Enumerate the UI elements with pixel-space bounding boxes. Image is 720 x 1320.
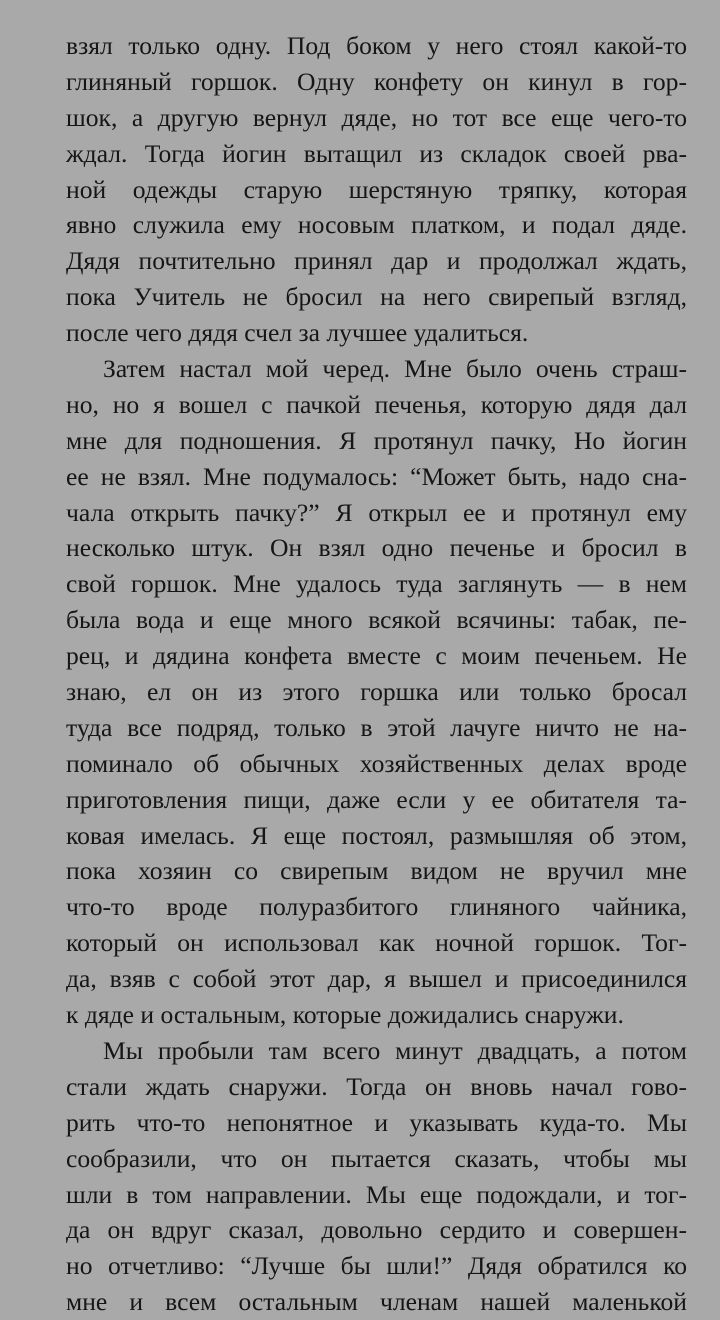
text-line: была вода и еще много всякой всячины: табак, пе- [66,605,687,635]
text-line: туда все подряд, только в этой лачуге ничто не на- [66,712,687,742]
paragraph-first-line: Затем настал мой черед. Мне было очень страш- [103,354,687,384]
paragraph-first-line: Мы пробыли там всего минут двадцать, а потом [103,1035,687,1065]
text-line: ее не взял. Мне подумалось: “Может быть, надо сна- [66,461,687,491]
book-text [66,28,687,1320]
text-line: рить что-то непонятное и указывать куда-то. Мы [66,1107,687,1137]
text-line: Дядя почтительно принял дар и продолжал ждать, [66,246,687,276]
text-line: который он использовал как ночной горшок. Тог- [66,928,687,958]
text-line: чала открыть пачку?” Я открыл ее и протянул ему [66,497,687,527]
text-line: ждал. Тогда йогин вытащил из складок своей рва- [66,138,687,168]
text-line: стали ждать снаружи. Тогда он вновь начал гово- [66,1071,687,1101]
text-line: мне и всем остальным членам нашей маленькой [66,1287,687,1317]
text-line: явно служила ему носовым платком, и подал дяде. [66,210,687,240]
text-line: но отчетливо: “Лучше бы шли!” Дядя обратился ко [66,1251,687,1281]
text-line: мне для подношения. Я протянул пачку, Но йогин [66,425,687,455]
text-line: пока Учитель не бросил на него свирепый взгляд, [66,282,687,312]
text-line: пока хозяин со свирепым видом не вручил мне [66,856,687,886]
text-line: сообразили, что он пытается сказать, чтобы мы [66,1143,687,1173]
text-line: несколько штук. Он взял одно печенье и бросил в [66,533,687,563]
text-line: рец, и дядина конфета вместе с моим печеньем. Не [66,641,687,671]
text-line: поминало об обычных хозяйственных делах вроде [66,748,687,778]
text-line: шок, а другую вернул дяде, но тот все еще чего-то [66,102,687,132]
paragraph-last-line: к дяде и остальным, которые дожидались снаружи. [66,1000,624,1030]
text-line: что-то вроде полуразбитого глиняного чайника, [66,892,687,922]
text-line: свой горшок. Мне удалось туда заглянуть — в нем [66,569,687,599]
text-line: приготовления пищи, даже если у ее обитателя та- [66,784,687,814]
text-line: но, но я вошел с пачкой печенья, которую дядя дал [66,389,687,419]
text-line: да, взяв с собой этот дар, я вышел и присоединился [66,964,687,994]
text-line: ной одежды старую шерстяную тряпку, которая [66,174,687,204]
text-line: ковая имелась. Я еще постоял, размышляя об этом, [66,820,687,850]
text-line: взял только одну. Под боком у него стоял какой-то [66,31,687,60]
paragraph-last-line: после чего дядя счел за лучшее удалиться. [66,318,529,348]
text-line: шли в том направлении. Мы еще подождали, и тог- [66,1179,687,1209]
text-line: глиняный горшок. Одну конфету он кинул в гор- [66,66,687,96]
text-line: знаю, ел он из этого горшка или только бросал [66,677,687,707]
text-line: да он вдруг сказал, довольно сердито и совершен- [66,1215,687,1245]
